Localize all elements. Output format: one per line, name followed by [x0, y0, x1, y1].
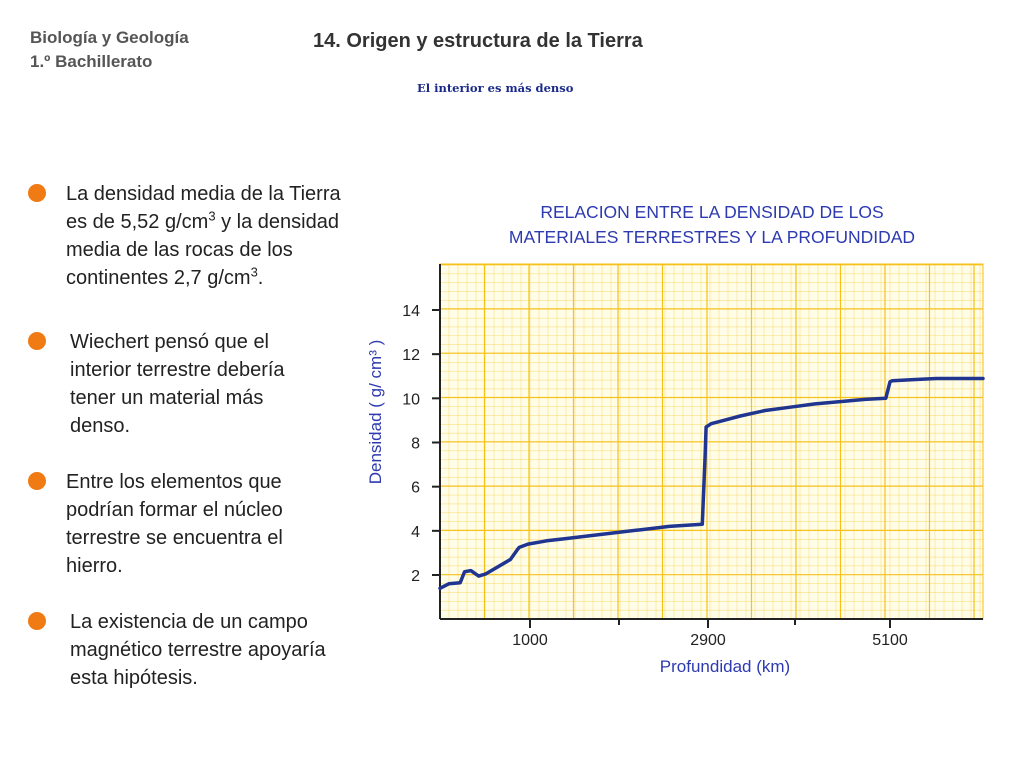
course-level: 1.º Bachillerato	[30, 52, 153, 71]
chart-title-line: RELACION ENTRE LA DENSIDAD DE LOS	[540, 202, 884, 222]
bullet-text-line: es de 5,52 $g/cm^3$ y la densidad	[66, 208, 339, 233]
bullet-text-line: La densidad media de la Tierra	[66, 183, 341, 205]
bullet-text-line: tener un material más	[70, 387, 264, 409]
x-axis-label: Profundidad (km)	[659, 657, 791, 676]
chart-title-line: MATERIALES TERRESTRES Y LA PROFUNDIDAD	[508, 227, 916, 247]
page-title: 14. Origen y estructura de la Tierra	[313, 30, 643, 52]
bullet-text-line: media de las rocas de los	[66, 239, 293, 261]
bullet-text-line: interior terrestre debería	[70, 359, 285, 381]
bullet-text-line: continentes 2,7 $g/cm^3$.	[66, 264, 264, 289]
bullet-text-line: Entre los elementos que	[66, 471, 282, 493]
course-subject: Biología y Geología	[30, 28, 189, 47]
y-tick-label: 8	[411, 435, 420, 453]
bullet-text-line: podrían formar el núcleo	[66, 499, 283, 521]
bullet-text-line: magnético terrestre apoyaría	[70, 639, 326, 661]
x-tick-label: 5100	[872, 632, 908, 649]
bullet-text-line: Wiechert pensó que el	[70, 331, 270, 353]
x-tick-label: 1000	[512, 632, 548, 649]
y-tick-label: 2	[411, 568, 420, 585]
y-tick-label: 10	[402, 391, 420, 409]
x-tick-label: 2900	[690, 632, 726, 649]
bullet-text-line: esta hipótesis.	[70, 667, 198, 689]
y-tick-label: 6	[411, 479, 420, 497]
y-axis-label: Densidad ( g/ cm³ )	[366, 339, 385, 485]
y-tick-label: 12	[402, 347, 420, 365]
bullet-text-line: terrestre se encuentra el	[66, 527, 283, 549]
bullet-text-line: La existencia de un campo	[70, 611, 308, 633]
y-tick-label: 14	[402, 303, 420, 320]
bullet-text-line: hierro.	[66, 555, 123, 577]
slide-subtitle: El interior es más denso	[417, 81, 574, 95]
bullet-text-line: denso.	[70, 415, 131, 437]
y-tick-label: 4	[411, 523, 420, 541]
